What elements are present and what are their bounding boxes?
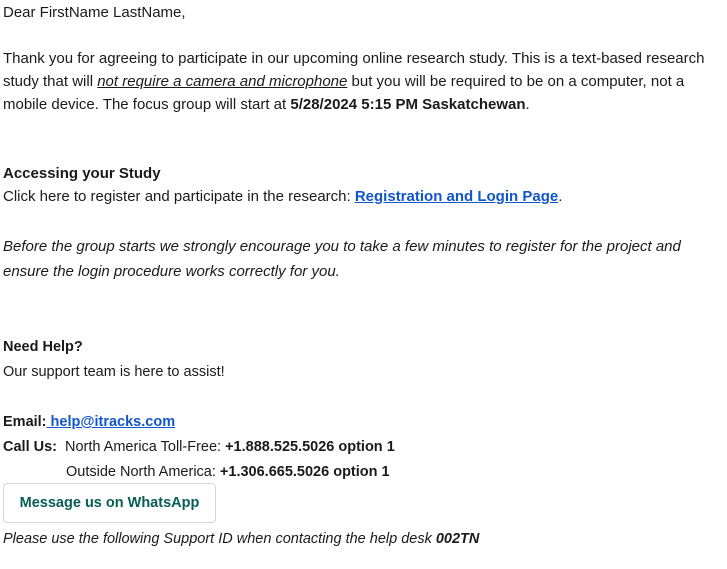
focus-group-datetime: 5/28/2024 5:15 PM Saskatchewan — [290, 96, 526, 113]
access-period: . — [558, 188, 563, 205]
intro-line-2-start: study that will — [3, 73, 98, 90]
outside-label: Outside North America: — [66, 464, 220, 480]
greeting: Dear FirstName LastName, — [3, 4, 186, 21]
support-id-row — [3, 531, 479, 547]
support-text: Please use the following Support ID when contacting the help desk — [3, 531, 436, 547]
call-row-north-america — [3, 439, 395, 455]
whatsapp-button-label: Message us on WhatsApp — [19, 495, 200, 511]
north-america-number: +1.888.525.5026 option 1 — [225, 439, 395, 455]
registration-login-link[interactable]: Registration and Login Page — [354, 188, 559, 205]
email-row — [3, 414, 175, 430]
help-text: Our support team is here to assist! — [3, 364, 225, 380]
intro-line-3 — [3, 96, 530, 113]
access-instructions — [3, 188, 562, 205]
access-note-line-2: ensure the login procedure works correctly for you. — [3, 263, 340, 280]
north-america-label: North America Toll-Free: — [65, 439, 226, 455]
emphasis-no-camera: not require a camera and microphone — [97, 73, 348, 90]
intro-line-2-end: but you will be required to be on a computer, not a — [347, 73, 685, 90]
intro-line-2 — [3, 73, 684, 90]
support-id: 002TN — [435, 531, 480, 547]
outside-number: +1.306.665.5026 option 1 — [219, 464, 390, 480]
call-label: Call Us: — [3, 439, 57, 455]
access-note-line-1: Before the group starts we strongly encourage you to take a few minutes to register for the project and — [3, 238, 681, 255]
whatsapp-button[interactable] — [3, 483, 216, 523]
help-heading: Need Help? — [3, 339, 83, 355]
access-heading: Accessing your Study — [3, 165, 161, 182]
access-text: Click here to register and participate in the research: — [3, 188, 355, 205]
intro-line-3-end: . — [525, 96, 530, 113]
call-row-outside — [66, 464, 390, 480]
help-email-link[interactable]: help@itracks.com — [46, 414, 176, 430]
intro-line-3-start: mobile device. The focus group will start at — [3, 96, 291, 113]
intro-line-1: Thank you for agreeing to participate in our upcoming online research study. This is a text-based research — [3, 50, 705, 67]
email-label: Email: — [3, 414, 47, 430]
